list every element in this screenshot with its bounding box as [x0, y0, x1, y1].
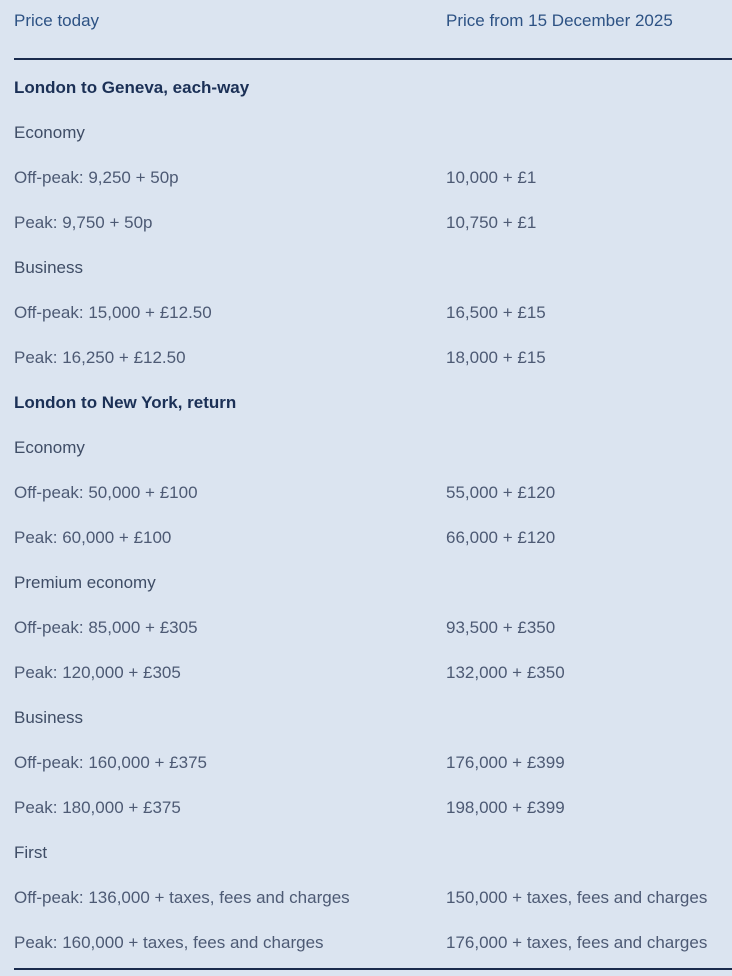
cabin-label: Business [14, 257, 83, 277]
price-from-cell: 16,500 + £15 [446, 302, 546, 322]
price-today-cell: Peak: 160,000 + taxes, fees and charges [14, 932, 324, 952]
price-from-cell: 150,000 + taxes, fees and charges [446, 887, 708, 907]
price-today-cell: Off-peak: 50,000 + £100 [14, 482, 198, 502]
price-from-cell: 176,000 + £399 [446, 752, 565, 772]
cabin-row [14, 830, 732, 875]
price-today-cell: Peak: 60,000 + £100 [14, 527, 172, 547]
price-row [14, 155, 732, 200]
column-header-price-today: Price today [14, 11, 100, 30]
cabin-label: Economy [14, 437, 85, 457]
route-heading-row [14, 380, 732, 425]
cabin-label: Premium economy [14, 572, 156, 592]
price-from-cell: 18,000 + £15 [446, 347, 546, 367]
price-row [14, 740, 732, 785]
price-today-cell: Peak: 9,750 + 50p [14, 212, 153, 232]
cabin-label: Business [14, 707, 83, 727]
price-today-cell: Off-peak: 136,000 + taxes, fees and charges [14, 887, 350, 907]
price-from-cell: 93,500 + £350 [446, 617, 556, 637]
price-row [14, 470, 732, 515]
route-heading-label: London to Geneva, each-way [14, 77, 250, 97]
price-from-cell: 10,750 + £1 [446, 212, 537, 232]
price-from-cell: 66,000 + £120 [446, 527, 556, 547]
price-today-cell: Peak: 16,250 + £12.50 [14, 347, 186, 367]
price-row [14, 605, 732, 650]
price-from-cell: 176,000 + taxes, fees and charges [446, 932, 708, 952]
price-today-cell: Off-peak: 9,250 + 50p [14, 167, 179, 187]
price-row [14, 785, 732, 830]
price-row [14, 875, 732, 920]
table-body [14, 65, 732, 965]
price-today-cell: Off-peak: 85,000 + £305 [14, 617, 198, 637]
price-row [14, 515, 732, 560]
price-from-cell: 198,000 + £399 [446, 797, 565, 817]
price-row [14, 920, 732, 965]
cabin-label: Economy [14, 122, 85, 142]
route-heading-label: London to New York, return [14, 392, 237, 412]
price-from-cell: 132,000 + £350 [446, 662, 565, 682]
table-header [14, 0, 732, 60]
cabin-row [14, 110, 732, 155]
bottom-divider [14, 968, 732, 970]
price-from-cell: 55,000 + £120 [446, 482, 556, 502]
cabin-row [14, 695, 732, 740]
cabin-row [14, 245, 732, 290]
price-today-cell: Peak: 120,000 + £305 [14, 662, 181, 682]
price-row [14, 650, 732, 695]
price-today-cell: Off-peak: 160,000 + £375 [14, 752, 207, 772]
column-header-price-from: Price from 15 December 2025 [446, 11, 673, 30]
cabin-row [14, 560, 732, 605]
price-today-cell: Peak: 180,000 + £375 [14, 797, 181, 817]
price-from-cell: 10,000 + £1 [446, 167, 537, 187]
price-today-cell: Off-peak: 15,000 + £12.50 [14, 302, 212, 322]
route-heading-row [14, 65, 732, 110]
price-row [14, 290, 732, 335]
cabin-row [14, 425, 732, 470]
price-row [14, 200, 732, 245]
price-row [14, 335, 732, 380]
cabin-label: First [14, 842, 48, 862]
